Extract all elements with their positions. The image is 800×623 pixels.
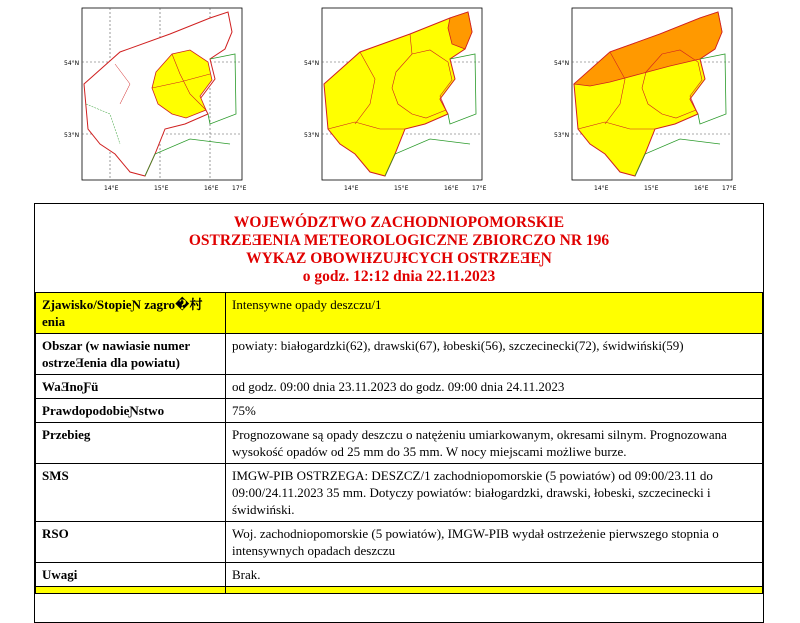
header-warnings-title: OSTRZEƎENIA METEOROLOGICZNE ZBIORCZO NR 196: [188, 232, 610, 249]
map-2: [300, 4, 500, 200]
table-row-next-highlight: [36, 587, 763, 594]
row-value: od godz. 09:00 dnia 23.11.2023 do godz. 09:00 dnia 24.11.2023: [226, 375, 763, 399]
svg-text:16°E: 16°E: [204, 185, 219, 192]
row-label: WaƎnoƑü: [36, 375, 226, 399]
header-list-title: WYKAZ OBOWIƗZUJƗCYCH OSTRZEƎEƝ: [246, 250, 552, 267]
svg-text:16°E: 16°E: [444, 185, 459, 192]
svg-text:53°N: 53°N: [64, 132, 80, 139]
header-issue-time: o godz. 12:12 dnia 22.11.2023: [302, 268, 496, 285]
row-label: Uwagi: [36, 563, 226, 587]
warning-document: [34, 203, 764, 623]
svg-text:17°E: 17°E: [722, 185, 737, 192]
warning-maps: [0, 0, 800, 202]
row-value: IMGW-PIB OSTRZEGA: DESZCZ/1 zachodniopomorskie (5 powiatów) od 09:00/23.11 do 09:00/24.11.2023 35 mm. Dotyczy powiatów: białogardzki, drawski, łobeski, szczecinecki i świdwiński.: [226, 464, 763, 522]
svg-text:53°N: 53°N: [554, 132, 570, 139]
row-label: Zjawisko/StopieƝ zagro�村enia: [36, 293, 226, 334]
warning-table: [35, 292, 763, 594]
row-label: Przebieg: [36, 423, 226, 464]
row-label: Obszar (w nawiasie numer ostrzeƎenia dla powiatu): [36, 334, 226, 375]
document-header: [35, 204, 763, 289]
map-3: [550, 4, 750, 200]
svg-text:54°N: 54°N: [64, 60, 80, 67]
row-label: RSO: [36, 522, 226, 563]
row-value: Prognozowane są opady deszczu o natężeniu umiarkowanym, okresami silnym. Prognozowana wysokość opadów od 25 mm do 35 mm. W nocy miejscami możliwe burze.: [226, 423, 763, 464]
row-value: 75%: [226, 399, 763, 423]
svg-text:54°N: 54°N: [304, 60, 320, 67]
svg-text:15°E: 15°E: [644, 185, 659, 192]
svg-text:17°E: 17°E: [232, 185, 247, 192]
row-label: SMS: [36, 464, 226, 522]
svg-text:14°E: 14°E: [594, 185, 609, 192]
table-row-remarks: [36, 563, 763, 587]
table-row-phenomenon: [36, 293, 763, 334]
table-row-probability: [36, 399, 763, 423]
table-row-sms: [36, 464, 763, 522]
svg-text:16°E: 16°E: [694, 185, 709, 192]
table-row-validity: [36, 375, 763, 399]
row-spacer: [226, 587, 763, 594]
svg-text:54°N: 54°N: [554, 60, 570, 67]
row-value: Intensywne opady deszczu/1: [226, 293, 763, 334]
svg-text:53°N: 53°N: [304, 132, 320, 139]
row-value: powiaty: białogardzki(62), drawski(67), łobeski(56), szczecinecki(72), świdwiński(59): [226, 334, 763, 375]
svg-text:14°E: 14°E: [344, 185, 359, 192]
table-row-course: [36, 423, 763, 464]
row-spacer: [36, 587, 226, 594]
row-value: Woj. zachodniopomorskie (5 powiatów), IMGW-PIB wydał ostrzeżenie pierwszego stopnia o intensywnych opadach deszczu: [226, 522, 763, 563]
svg-text:17°E: 17°E: [472, 185, 487, 192]
table-row-area: [36, 334, 763, 375]
svg-text:15°E: 15°E: [394, 185, 409, 192]
row-label: PrawdopodobieƝstwo: [36, 399, 226, 423]
svg-text:14°E: 14°E: [104, 185, 119, 192]
header-voivodeship: WOJEWÓDZTWO ZACHODNIOPOMORSKIE: [233, 214, 565, 231]
map-1: [60, 4, 250, 200]
row-value: Brak.: [226, 563, 763, 587]
svg-text:15°E: 15°E: [154, 185, 169, 192]
table-row-rso: [36, 522, 763, 563]
